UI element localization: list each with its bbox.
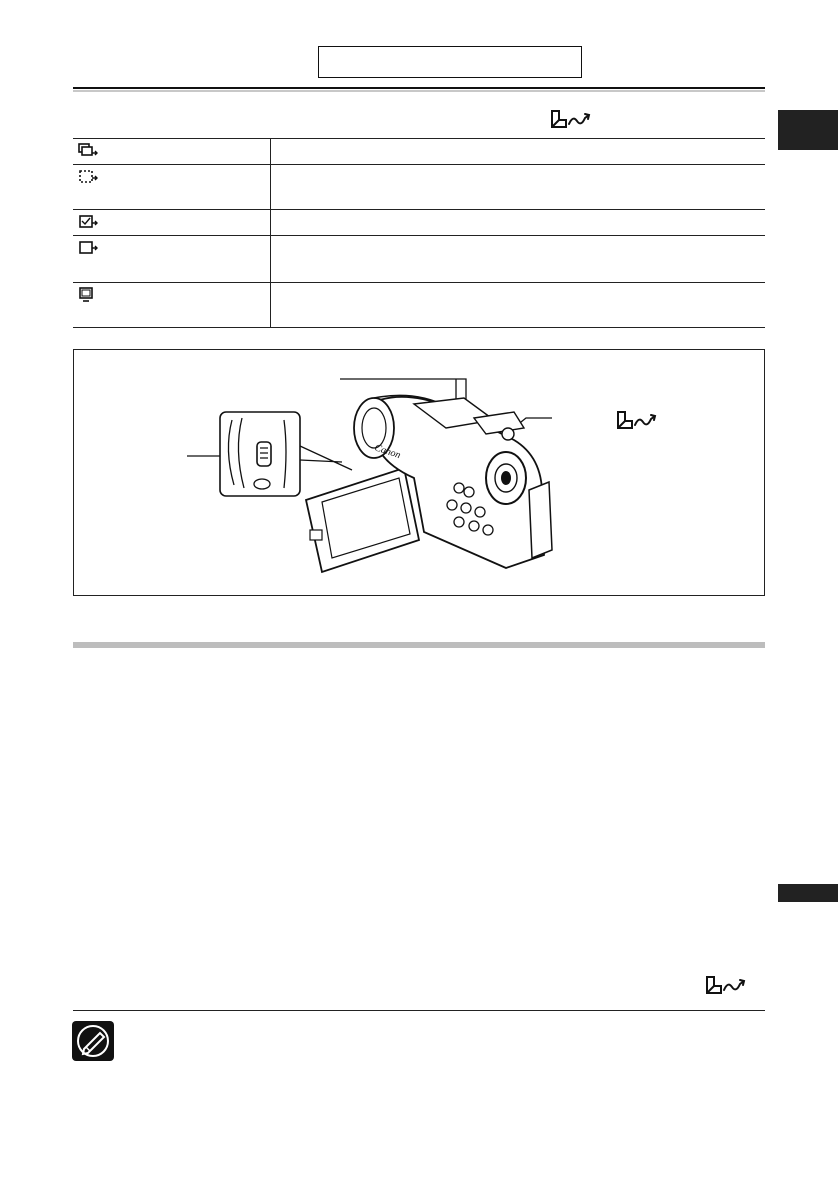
table-row <box>73 139 765 165</box>
table-cell-icon <box>73 210 270 236</box>
print-share-icon <box>614 410 662 432</box>
table-cell-desc <box>270 236 765 283</box>
section-divider <box>73 642 765 648</box>
mode-table <box>73 138 765 328</box>
section-tab-bottom <box>778 884 838 902</box>
table-row <box>73 236 765 283</box>
note-rule <box>73 1010 765 1011</box>
camcorder-figure <box>73 349 765 596</box>
table-cell-icon <box>73 283 270 328</box>
table-cell-desc <box>270 283 765 328</box>
table-row <box>73 165 765 210</box>
table-cell-icon <box>73 236 270 283</box>
table-cell-desc <box>270 165 765 210</box>
print-share-icon <box>548 109 596 131</box>
table-cell-icon <box>73 139 270 165</box>
slide-show-icon <box>78 143 98 159</box>
top-rule <box>73 87 765 89</box>
pencil-note-icon <box>72 1021 114 1061</box>
print-order-icon <box>78 214 98 230</box>
camcorder-illustration <box>74 350 766 597</box>
screen-display-icon <box>78 287 98 303</box>
print-single-icon <box>78 240 98 256</box>
print-range-icon <box>78 169 98 185</box>
print-share-icon <box>703 975 751 997</box>
table-row <box>73 283 765 328</box>
section-tab-top <box>778 110 838 150</box>
top-rule-gray <box>73 90 765 92</box>
brand-label: Canon <box>373 442 402 462</box>
header-box <box>318 46 582 78</box>
table-cell-icon <box>73 165 270 210</box>
table-cell-desc <box>270 210 765 236</box>
table-cell-desc <box>270 139 765 165</box>
table-row <box>73 210 765 236</box>
